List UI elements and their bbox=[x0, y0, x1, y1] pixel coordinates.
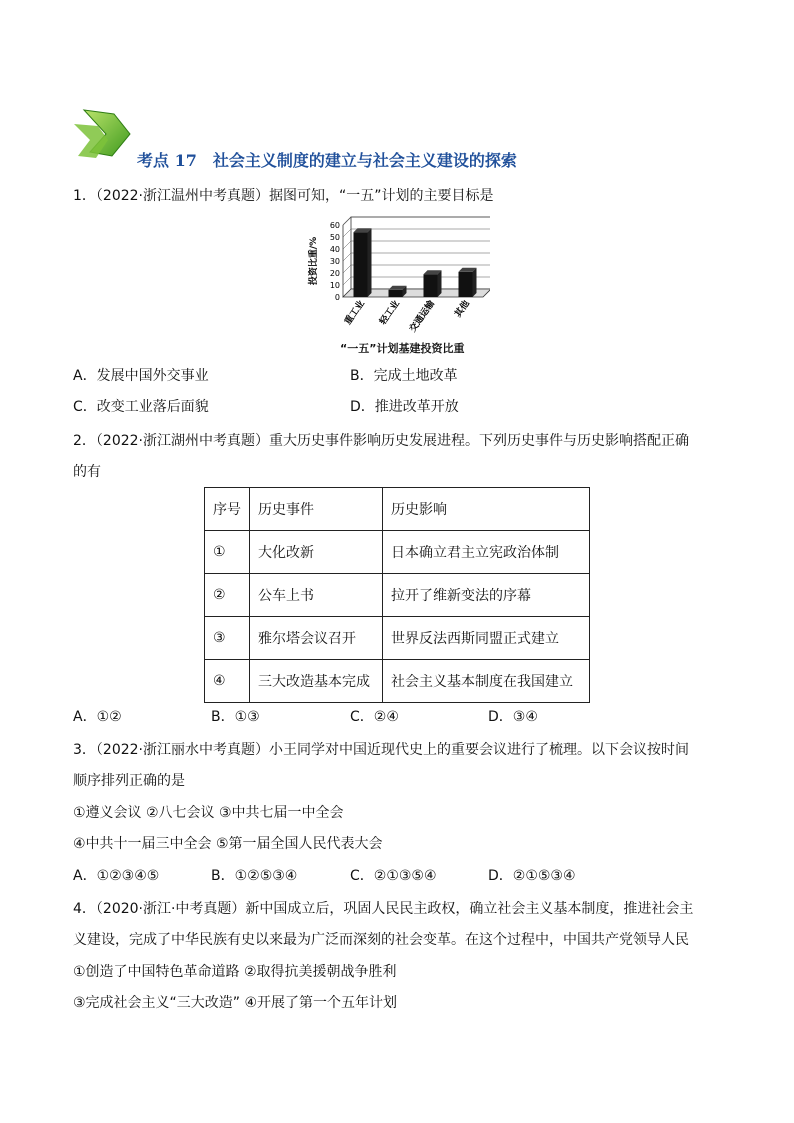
table-cell: 拉开了维新变法的序幕 bbox=[383, 574, 590, 617]
history-table bbox=[204, 487, 590, 703]
x-tick-label: 轻工业 bbox=[378, 298, 402, 327]
question-4-stem-line-1: 4．（2020·浙江·中考真题）新中国成立后，巩固人民民主政权，确立社会主义基本制度，推进社会主 bbox=[73, 901, 694, 917]
q1-option-d: D．推进改革开放 bbox=[350, 399, 459, 415]
question-4-items-line-2: ③完成社会主义“三大改造” ④开展了第一个五年计划 bbox=[73, 995, 398, 1011]
gridline-side bbox=[343, 277, 351, 285]
table-cell: 社会主义基本制度在我国建立 bbox=[383, 660, 590, 703]
table-row bbox=[205, 660, 590, 703]
table-header-cell: 历史事件 bbox=[250, 488, 383, 531]
y-axis-label: 投资比重/% bbox=[309, 236, 319, 286]
x-tick-label: 其他 bbox=[453, 298, 472, 320]
bar-chart bbox=[305, 215, 490, 355]
q2-option-b: B．①③ bbox=[211, 709, 260, 725]
bar bbox=[389, 290, 403, 297]
table-cell: ① bbox=[205, 531, 250, 574]
x-tick-label: 重工业 bbox=[343, 298, 367, 327]
arrow-logo-icon bbox=[70, 104, 134, 170]
q2-option-c: C．②④ bbox=[350, 709, 399, 725]
question-4-stem-line-2: 义建设，完成了中华民族有史以来最为广泛而深刻的社会变革。在这个过程中，中国共产党领导人民 bbox=[73, 932, 689, 948]
y-tick-label: 0 bbox=[334, 293, 340, 302]
y-tick-label: 60 bbox=[329, 221, 340, 230]
y-tick-label: 20 bbox=[329, 269, 340, 278]
q1-option-b: B．完成土地改革 bbox=[350, 368, 458, 384]
table-cell: 日本确立君主立宪政治体制 bbox=[383, 531, 590, 574]
y-tick-label: 10 bbox=[329, 281, 340, 290]
q2-option-d: D．③④ bbox=[488, 709, 538, 725]
page-title: 考点 17 社会主义制度的建立与社会主义建设的探索 bbox=[137, 151, 517, 170]
bar-side bbox=[368, 228, 372, 297]
gridline-side bbox=[343, 217, 351, 225]
x-tick-label: 交通运输 bbox=[408, 298, 437, 335]
question-3-stem-line-2: 顺序排列正确的是 bbox=[73, 773, 185, 789]
gridline-side bbox=[343, 241, 351, 249]
y-tick-label: 50 bbox=[329, 233, 340, 242]
table-header-cell: 历史影响 bbox=[383, 488, 590, 531]
table-cell: ④ bbox=[205, 660, 250, 703]
table-row bbox=[205, 574, 590, 617]
chart-svg bbox=[305, 215, 490, 355]
question-3-stem-line-1: 3．（2022·浙江丽水中考真题）小王同学对中国近现代史上的重要会议进行了梳理。以下会议按时间 bbox=[73, 742, 689, 758]
question-3-items-line-2: ④中共十一届三中全会 ⑤第一届全国人民代表大会 bbox=[73, 836, 383, 852]
q1-option-a: A．发展中国外交事业 bbox=[73, 368, 209, 384]
q3-option-c: C．②①③⑤④ bbox=[350, 868, 437, 884]
bar bbox=[354, 232, 368, 297]
chart-title: “一五”计划基建投资比重 bbox=[340, 342, 465, 355]
table-cell: 世界反法西斯同盟正式建立 bbox=[383, 617, 590, 660]
table-cell: 雅尔塔会议召开 bbox=[250, 617, 383, 660]
q2-option-a: A．①② bbox=[73, 709, 122, 725]
q3-option-d: D．②①⑤③④ bbox=[488, 868, 576, 884]
bar bbox=[424, 274, 438, 297]
table-cell: ② bbox=[205, 574, 250, 617]
bar bbox=[459, 272, 473, 297]
gridline-side bbox=[343, 253, 351, 261]
q3-option-a: A．①②③④⑤ bbox=[73, 868, 160, 884]
question-2-stem-line-1: 2．（2022·浙江湖州中考真题）重大历史事件影响历史发展进程。下列历史事件与历史影响搭配正确 bbox=[73, 433, 689, 449]
question-2-stem-line-2: 的有 bbox=[73, 464, 101, 480]
q3-option-b: B．①②⑤③④ bbox=[211, 868, 298, 884]
table-cell: 公车上书 bbox=[250, 574, 383, 617]
table-cell: 大化改新 bbox=[250, 531, 383, 574]
y-tick-label: 40 bbox=[329, 245, 340, 254]
table-cell: ③ bbox=[205, 617, 250, 660]
table-header-row bbox=[205, 488, 590, 531]
q1-option-c: C．改变工业落后面貌 bbox=[73, 399, 209, 415]
gridline-side bbox=[343, 229, 351, 237]
y-tick-label: 30 bbox=[329, 257, 340, 266]
bar-side bbox=[473, 268, 477, 297]
table-cell: 三大改造基本完成 bbox=[250, 660, 383, 703]
gridline-side bbox=[343, 265, 351, 273]
question-4-items-line-1: ①创造了中国特色革命道路 ②取得抗美援朝战争胜利 bbox=[73, 964, 397, 980]
question-3-items-line-1: ①遵义会议 ②八七会议 ③中共七届一中全会 bbox=[73, 805, 344, 821]
bar-side bbox=[438, 270, 442, 297]
table-header-cell: 序号 bbox=[205, 488, 250, 531]
table-row bbox=[205, 531, 590, 574]
question-1-stem: 1．（2022·浙江温州中考真题）据图可知，“一五”计划的主要目标是 bbox=[73, 188, 494, 204]
table-row bbox=[205, 617, 590, 660]
